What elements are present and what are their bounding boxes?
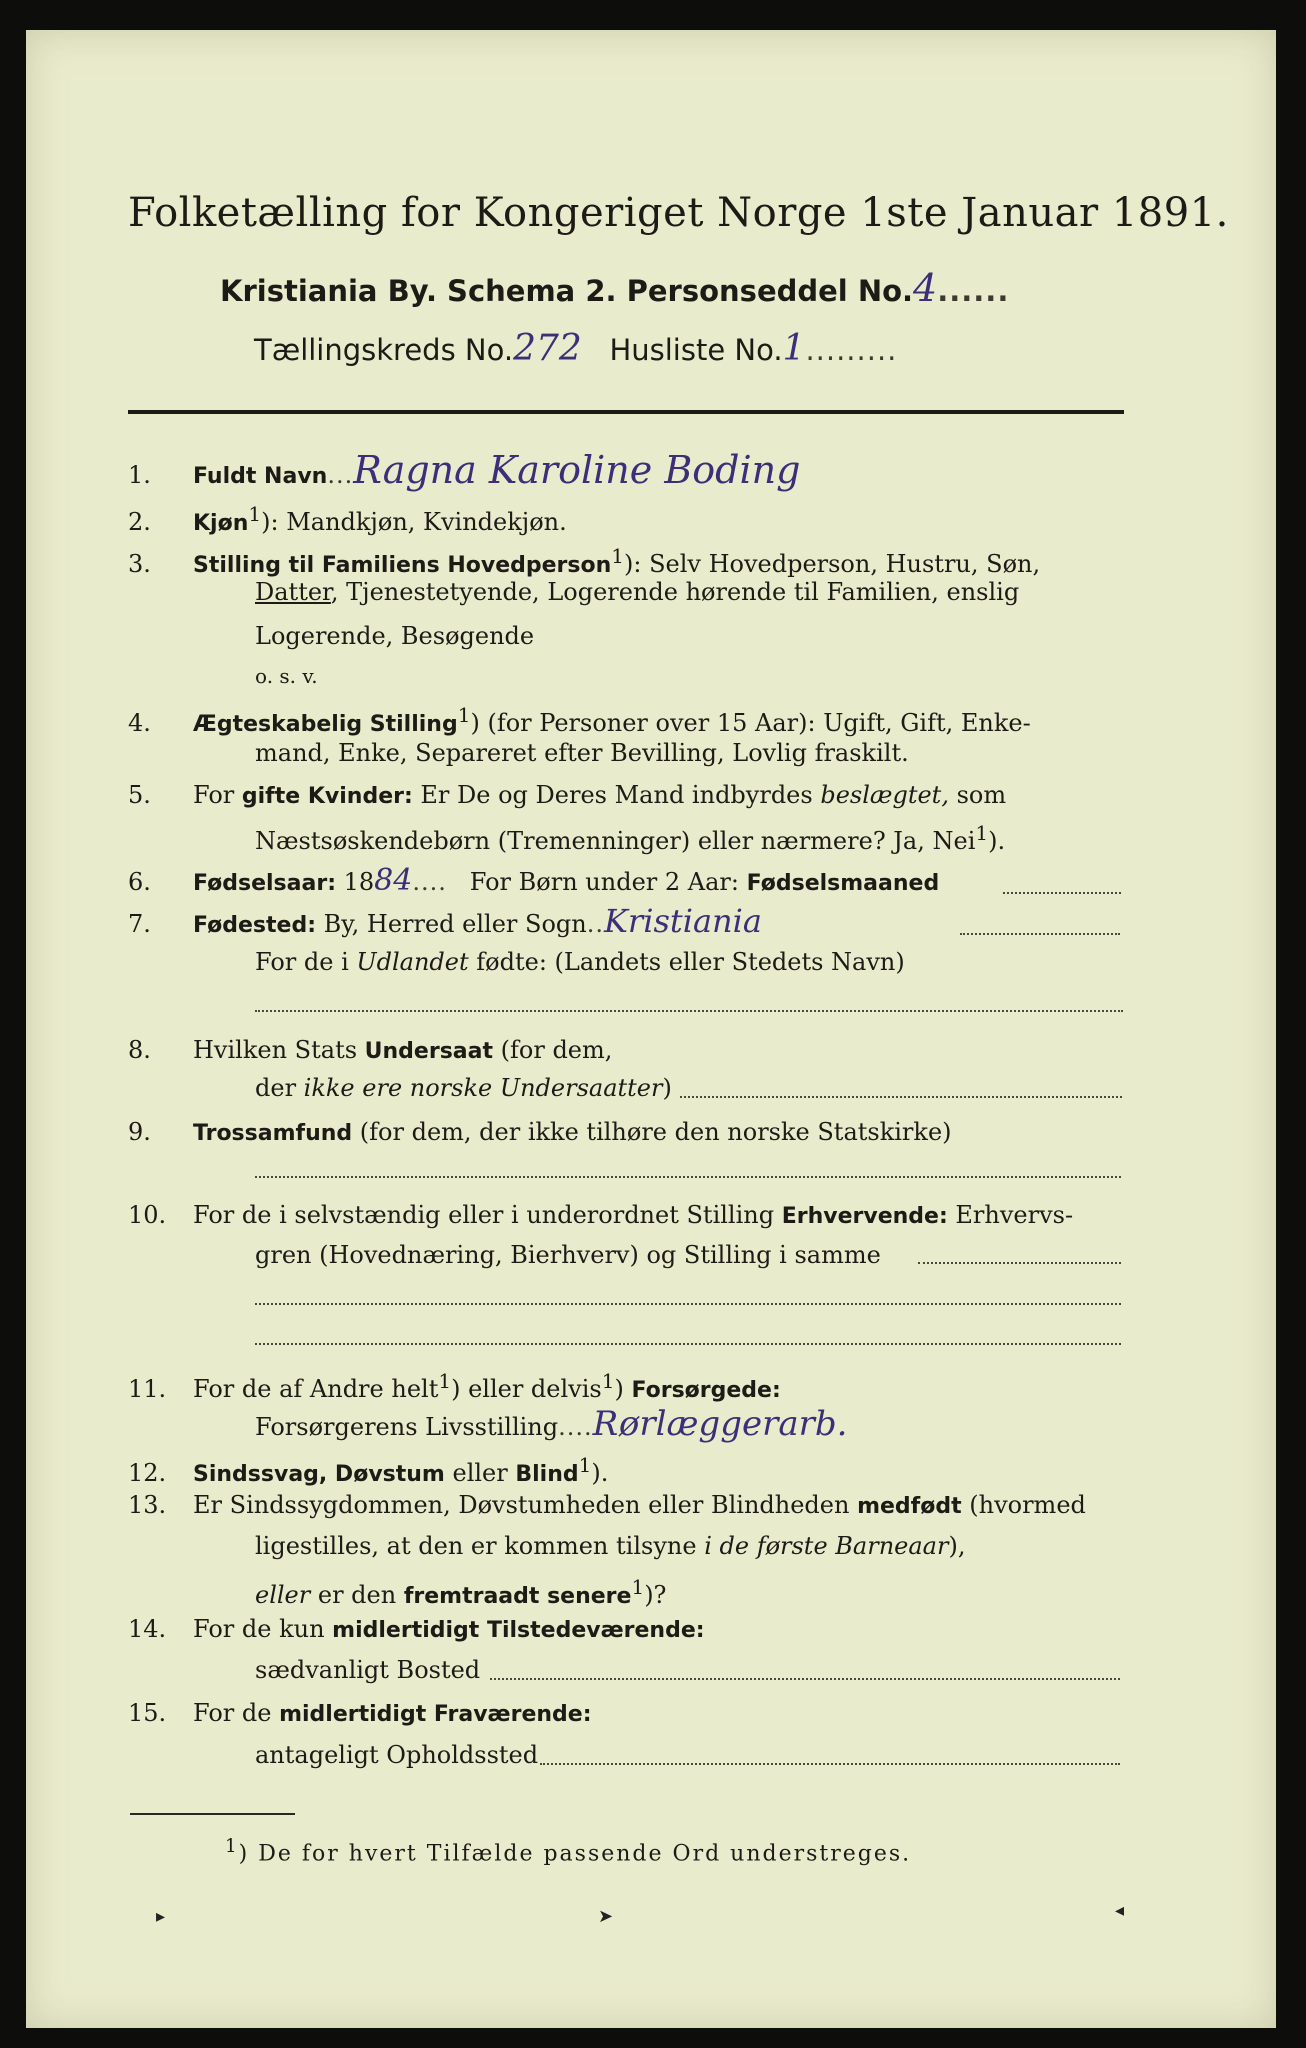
foreign-birthplace-line bbox=[255, 1010, 1123, 1012]
field-3-line-3: Logerende, Besøgende bbox=[255, 622, 535, 650]
field-3-family-position: 3. Stilling til Familiens Hovedperson$^1$): Selv Hovedperson, Hustru, Søn, bbox=[128, 544, 1041, 578]
header-line-1: Kristiania By. Schema 2. Personseddel No.4...... bbox=[220, 266, 1010, 310]
field-13-line-3: eller er den fremtraadt senere$^1$)? bbox=[255, 1575, 667, 1609]
field-5-line-2: Næstsøskendebørn (Tremenninger) eller nærmere? Ja, Nei$^1$). bbox=[255, 821, 1006, 855]
field-11-line-2: Forsørgerens Livsstilling....Rørlæggerarb. bbox=[255, 1404, 848, 1444]
field-2-gender: 2. Kjøn$^1$): Mandkjøn, Kvindekjøn. bbox=[128, 502, 567, 536]
field-5-married-women: 5. For gifte Kvinder: Er De og Deres Mand indbyrdes beslægtet, som bbox=[128, 781, 1007, 809]
field-13-line-2: ligestilles, at den er kommen tilsyne i de første Barneaar), bbox=[255, 1532, 966, 1560]
header-line-2: Tællingskreds No.272 Husliste No.1......... bbox=[254, 328, 898, 369]
occupation-line-3 bbox=[255, 1343, 1121, 1345]
provider-occupation-value: Rørlæggerarb. bbox=[592, 1404, 848, 1444]
religion-line bbox=[255, 1176, 1121, 1178]
occupation-line-1 bbox=[918, 1262, 1121, 1264]
personseddel-number: 4 bbox=[913, 266, 938, 310]
field-1-name: 1. Fuldt Navn...Ragna Karoline Boding bbox=[128, 448, 801, 492]
ink-mark-center: ➤ bbox=[598, 1906, 614, 1927]
field-4-line-2: mand, Enke, Separeret efter Bevilling, Lovlig fraskilt. bbox=[255, 739, 909, 767]
field-15-line-2: antageligt Opholdssted bbox=[255, 1741, 539, 1769]
field-3-line-2: Datter, Tjenestetyende, Logerende hørende til Familien, enslig bbox=[255, 578, 1020, 606]
birth-month-line bbox=[1003, 892, 1121, 894]
form-title: Folketælling for Kongeriget Norge 1ste Januar 1891. bbox=[128, 190, 1229, 236]
taellingskreds-number: 272 bbox=[513, 328, 582, 369]
field-12-disability: 12. Sindssvag, Døvstum eller Blind$^1$). bbox=[128, 1453, 609, 1487]
field-7-birthplace: 7. Fødested: By, Herred eller Sogn..Kristiania bbox=[128, 902, 762, 940]
ink-mark-right: ◂ bbox=[1115, 1900, 1125, 1921]
field-8-line-2: der ikke ere norske Undersaatter) bbox=[255, 1074, 672, 1102]
field-3-line-4: o. s. v. bbox=[255, 664, 318, 688]
birthplace-value: Kristiania bbox=[604, 902, 762, 940]
field-10-line-2: gren (Hovednæring, Bierhverv) og Stilling i samme bbox=[255, 1241, 881, 1269]
footnote-divider bbox=[130, 1813, 295, 1815]
field-6-birth-year: 6. Fødselsaar: 1884.... For Børn under 2 Aar: Fødselsmaaned bbox=[128, 863, 940, 898]
field-4-marital-status: 4. Ægteskabelig Stilling$^1$) (for Personer over 15 Aar): Ugift, Gift, Enke- bbox=[128, 703, 1031, 737]
ink-mark-left: ▸ bbox=[156, 1906, 166, 1927]
citizenship-line bbox=[680, 1096, 1122, 1098]
field-8-citizenship: 8. Hvilken Stats Undersaat (for dem, bbox=[128, 1036, 613, 1064]
field-9-religion: 9. Trossamfund (for dem, der ikke tilhøre den norske Statskirke) bbox=[128, 1118, 952, 1146]
occupation-line-2 bbox=[255, 1303, 1121, 1305]
usual-residence-line bbox=[490, 1678, 1120, 1680]
field-11-supported: 11. For de af Andre helt$^1$) eller delvis$^1$) Forsørgede: bbox=[128, 1369, 781, 1403]
name-value: Ragna Karoline Boding bbox=[353, 448, 801, 492]
field-15-temporary-absent: 15. For de midlertidigt Fraværende: bbox=[128, 1699, 592, 1727]
field-10-occupation: 10. For de i selvstændig eller i underordnet Stilling Erhvervende: Erhvervs- bbox=[128, 1201, 1074, 1229]
field-13-congenital: 13. Er Sindssygdommen, Døvstumheden eller Blindheden medfødt (hvormed bbox=[128, 1491, 1086, 1519]
birth-year-value: 84 bbox=[374, 863, 413, 898]
birthplace-line bbox=[960, 933, 1120, 935]
header-divider bbox=[128, 410, 1124, 414]
husliste-number: 1 bbox=[782, 328, 806, 369]
underlined-datter: Datter bbox=[255, 578, 331, 606]
field-14-line-2: sædvanligt Bosted bbox=[255, 1656, 481, 1684]
residence-line bbox=[540, 1763, 1120, 1765]
field-7-line-2: For de i Udlandet fødte: (Landets eller Stedets Navn) bbox=[255, 948, 905, 976]
footnote: $^1$) De for hvert Tilfælde passende Ord understreges. bbox=[225, 1836, 912, 1867]
field-14-temporary-present: 14. For de kun midlertidigt Tilstedeværende: bbox=[128, 1615, 705, 1643]
